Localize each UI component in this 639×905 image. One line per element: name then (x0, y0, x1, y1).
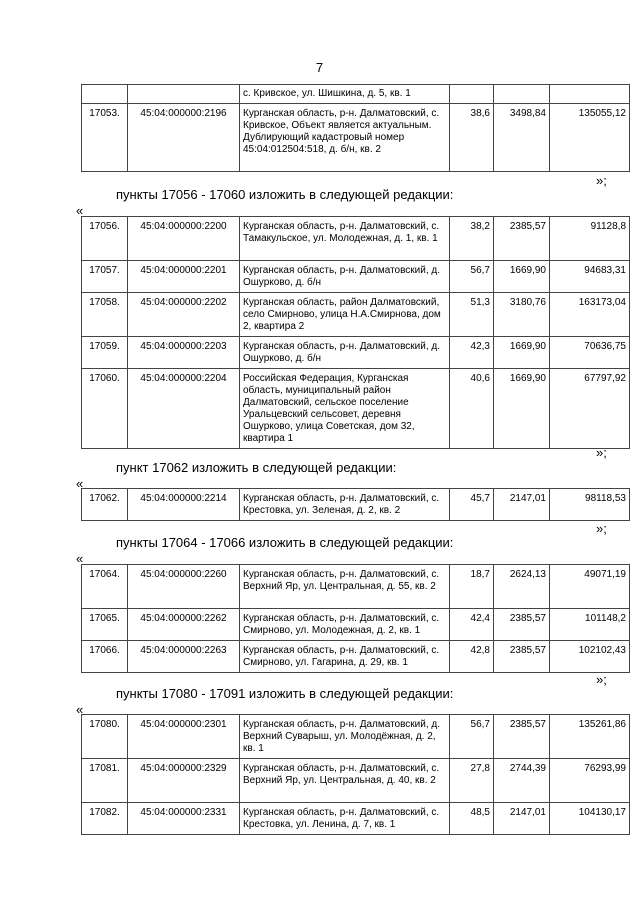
row-number: 17056. (82, 217, 128, 261)
row-number: 17062. (82, 489, 128, 521)
address: Курганская область, р-н. Далматовский, с. Крестовка, ул. Зеленая, д. 2, кв. 2 (240, 489, 450, 521)
unit-value: 2385,57 (494, 641, 550, 673)
cadastral-number: 45:04:000000:2203 (128, 337, 240, 369)
address: Курганская область, р-н. Далматовский, с. Верхний Яр, ул. Центральная, д. 40, кв. 2 (240, 759, 450, 803)
amendment-intro: пункты 17080 - 17091 изложить в следующей редакции: (116, 686, 454, 701)
table-row (82, 715, 630, 759)
registry-table (81, 84, 630, 172)
cadastral-number: 45:04:000000:2202 (128, 293, 240, 337)
unit-value: 2147,01 (494, 489, 550, 521)
row-number: 17058. (82, 293, 128, 337)
area: 27,8 (450, 759, 494, 803)
cadastral-number: 45:04:000000:2331 (128, 803, 240, 835)
cadastral-value: 70636,75 (550, 337, 630, 369)
unit-value: 2624,13 (494, 565, 550, 609)
unit-value (494, 85, 550, 104)
address: Курганская область, р-н. Далматовский, с. Крестовка, ул. Ленина, д. 7, кв. 1 (240, 803, 450, 835)
table-row (82, 759, 630, 803)
table-row (82, 217, 630, 261)
registry-table (81, 216, 630, 449)
unit-value: 2744,39 (494, 759, 550, 803)
opening-quote: « (76, 476, 84, 491)
address: Курганская область, р-н. Далматовский, с. Смирново, ул. Гагарина, д. 29, кв. 1 (240, 641, 450, 673)
area: 42,8 (450, 641, 494, 673)
table-row (82, 261, 630, 293)
table-row (82, 565, 630, 609)
table-row (82, 369, 630, 449)
area: 48,5 (450, 803, 494, 835)
closing-quote: »; (596, 521, 607, 536)
page-number: 7 (315, 60, 324, 75)
cadastral-value: 91128,8 (550, 217, 630, 261)
area: 42,4 (450, 609, 494, 641)
area: 40,6 (450, 369, 494, 449)
cadastral-number: 45:04:000000:2263 (128, 641, 240, 673)
registry-table (81, 564, 630, 673)
row-number: 17082. (82, 803, 128, 835)
table-row (82, 609, 630, 641)
table-row (82, 293, 630, 337)
row-number: 17053. (82, 104, 128, 172)
cadastral-number: 45:04:000000:2204 (128, 369, 240, 449)
address: Курганская область, р-н. Далматовский, д. Ошурково, д. б/н (240, 337, 450, 369)
cadastral-number: 45:04:000000:2301 (128, 715, 240, 759)
cadastral-value: 104130,17 (550, 803, 630, 835)
closing-quote: »; (596, 672, 607, 687)
opening-quote: « (76, 702, 84, 717)
address: Курганская область, р-н. Далматовский, д. Ошурково, д. б/н (240, 261, 450, 293)
cadastral-number: 45:04:000000:2214 (128, 489, 240, 521)
unit-value: 2385,57 (494, 609, 550, 641)
area: 42,3 (450, 337, 494, 369)
address: с. Кривское, ул. Шишкина, д. 5, кв. 1 (240, 85, 450, 104)
row-number: 17057. (82, 261, 128, 293)
area: 56,7 (450, 261, 494, 293)
address: Курганская область, р-н. Далматовский, с. Верхний Яр, ул. Центральная, д. 55, кв. 2 (240, 565, 450, 609)
registry-table (81, 714, 630, 835)
cadastral-value: 67797,92 (550, 369, 630, 449)
cadastral-number: 45:04:000000:2329 (128, 759, 240, 803)
cadastral-number: 45:04:000000:2260 (128, 565, 240, 609)
cadastral-value: 135261,86 (550, 715, 630, 759)
area (450, 85, 494, 104)
cadastral-value: 102102,43 (550, 641, 630, 673)
cadastral-value: 76293,99 (550, 759, 630, 803)
cadastral-number (128, 85, 240, 104)
unit-value: 1669,90 (494, 369, 550, 449)
row-number: 17060. (82, 369, 128, 449)
address: Курганская область, район Далматовский, село Смирново, улица Н.А.Смирнова, дом 2, квартира 2 (240, 293, 450, 337)
table-row (82, 489, 630, 521)
cadastral-number: 45:04:000000:2262 (128, 609, 240, 641)
area: 51,3 (450, 293, 494, 337)
table-row (82, 803, 630, 835)
unit-value: 1669,90 (494, 261, 550, 293)
cadastral-number: 45:04:000000:2196 (128, 104, 240, 172)
registry-table (81, 488, 630, 521)
unit-value: 3180,76 (494, 293, 550, 337)
area: 56,7 (450, 715, 494, 759)
unit-value: 2147,01 (494, 803, 550, 835)
area: 18,7 (450, 565, 494, 609)
unit-value: 2385,57 (494, 217, 550, 261)
cadastral-value: 98118,53 (550, 489, 630, 521)
cadastral-value: 163173,04 (550, 293, 630, 337)
cadastral-value: 94683,31 (550, 261, 630, 293)
cadastral-number: 45:04:000000:2201 (128, 261, 240, 293)
cadastral-value: 135055,12 (550, 104, 630, 172)
unit-value: 2385,57 (494, 715, 550, 759)
area: 38,6 (450, 104, 494, 172)
address: Курганская область, р-н. Далматовский, с. Кривское, Объект является актуальным. Дублирующий кадастровый номер 45:04:012504:518, д. б/н, кв. 2 (240, 104, 450, 172)
row-number: 17080. (82, 715, 128, 759)
address: Курганская область, р-н. Далматовский, с. Тамакульское, ул. Молодежная, д. 1, кв. 1 (240, 217, 450, 261)
amendment-intro: пункты 17056 - 17060 изложить в следующей редакции: (116, 187, 454, 202)
row-number: 17059. (82, 337, 128, 369)
area: 38,2 (450, 217, 494, 261)
unit-value: 3498,84 (494, 104, 550, 172)
amendment-intro: пункт 17062 изложить в следующей редакции: (116, 460, 397, 475)
row-number: 17065. (82, 609, 128, 641)
cadastral-value (550, 85, 630, 104)
unit-value: 1669,90 (494, 337, 550, 369)
opening-quote: « (76, 551, 84, 566)
row-number: 17081. (82, 759, 128, 803)
address: Российская Федерация, Курганская область, муниципальный район Далматовский, сельское поселение Уральцевский сельсовет, деревня Ошурково, улица Советская, дом 32, квартира 1 (240, 369, 450, 449)
opening-quote: « (76, 203, 84, 218)
closing-quote: »; (596, 445, 607, 460)
table-row (82, 641, 630, 673)
area: 45,7 (450, 489, 494, 521)
address: Курганская область, р-н. Далматовский, д. Верхний Суварыш, ул. Молодёжная, д. 2, кв. 1 (240, 715, 450, 759)
table-row (82, 85, 630, 104)
row-number (82, 85, 128, 104)
address: Курганская область, р-н. Далматовский, с. Смирново, ул. Молодежная, д. 2, кв. 1 (240, 609, 450, 641)
table-row (82, 104, 630, 172)
cadastral-value: 101148,2 (550, 609, 630, 641)
amendment-intro: пункты 17064 - 17066 изложить в следующей редакции: (116, 535, 454, 550)
row-number: 17064. (82, 565, 128, 609)
closing-quote: »; (596, 173, 607, 188)
cadastral-number: 45:04:000000:2200 (128, 217, 240, 261)
row-number: 17066. (82, 641, 128, 673)
table-row (82, 337, 630, 369)
cadastral-value: 49071,19 (550, 565, 630, 609)
